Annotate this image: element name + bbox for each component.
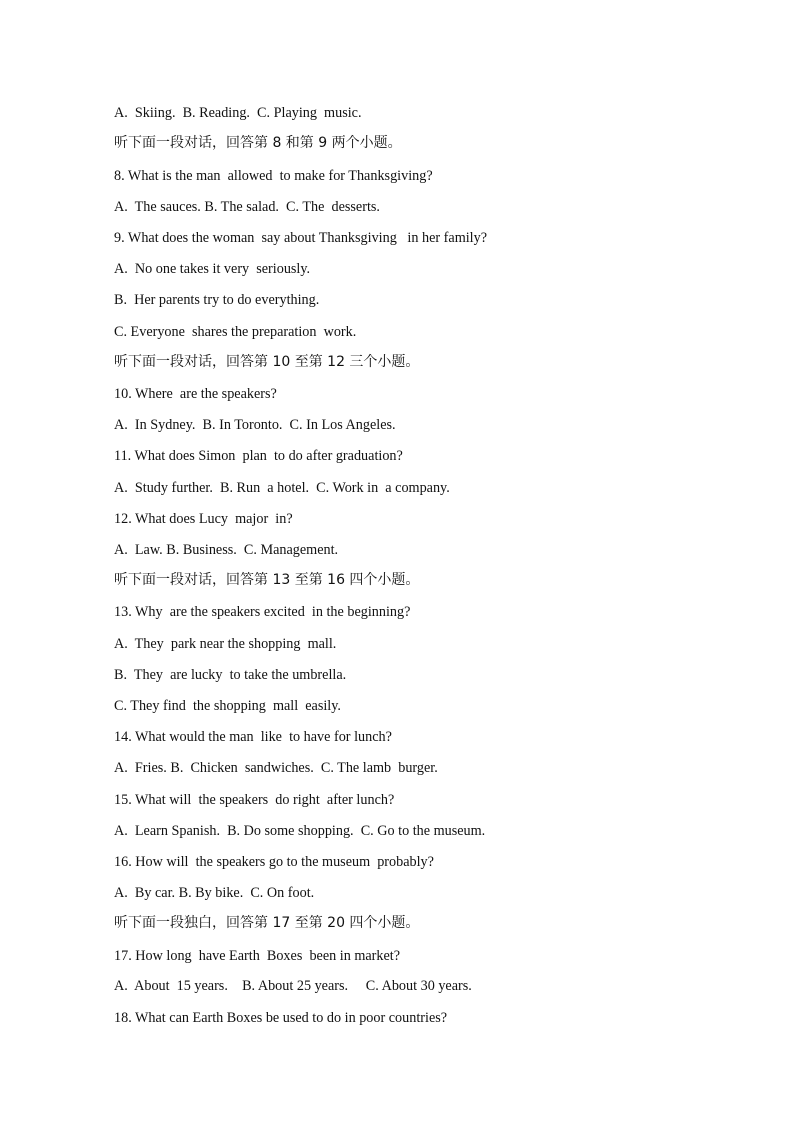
question-9: 9. What does the woman say about Thanksgiving in her family? xyxy=(114,230,488,246)
answer-option-q9-c: C. Everyone shares the preparation work. xyxy=(114,324,357,340)
question-14: 14. What would the man like to have for lunch? xyxy=(114,729,392,745)
answer-options-q10: A. In Sydney. B. In Toronto. C. In Los Angeles. xyxy=(114,417,396,433)
answer-option-q9-a: A. No one takes it very seriously. xyxy=(114,261,311,277)
answer-options-q16: A. By car. B. By bike. C. On foot. xyxy=(114,885,315,901)
section-instruction-q10-12: 听下面一段对话，回答第 10 至第 12 三个小题。 xyxy=(114,354,420,370)
section-instruction-q8-9: 听下面一段对话，回答第 8 和第 9 两个小题。 xyxy=(114,135,402,151)
answer-options-q15: A. Learn Spanish. B. Do some shopping. C. Go to the museum. xyxy=(114,823,486,839)
answer-options-q7: A. Skiing. B. Reading. C. Playing music. xyxy=(114,105,362,121)
question-16: 16. How will the speakers go to the museum probably? xyxy=(114,854,434,870)
question-8: 8. What is the man allowed to make for Thanksgiving? xyxy=(114,168,433,184)
question-12: 12. What does Lucy major in? xyxy=(114,511,293,527)
question-15: 15. What will the speakers do right after lunch? xyxy=(114,792,395,808)
question-17: 17. How long have Earth Boxes been in market? xyxy=(114,948,401,964)
section-instruction-q13-16: 听下面一段对话，回答第 13 至第 16 四个小题。 xyxy=(114,572,420,588)
question-13: 13. Why are the speakers excited in the beginning? xyxy=(114,604,411,620)
section-instruction-q17-20: 听下面一段独白，回答第 17 至第 20 四个小题。 xyxy=(114,915,420,931)
answer-options-q8: A. The sauces. B. The salad. C. The desserts. xyxy=(114,199,380,215)
answer-options-q11: A. Study further. B. Run a hotel. C. Work in a company. xyxy=(114,480,450,496)
answer-options-q12: A. Law. B. Business. C. Management. xyxy=(114,542,339,558)
question-11: 11. What does Simon plan to do after graduation? xyxy=(114,448,403,464)
answer-options-q14: A. Fries. B. Chicken sandwiches. C. The lamb burger. xyxy=(114,760,438,776)
answer-options-q17: A. About 15 years. B. About 25 years. C. About 30 years. xyxy=(114,978,472,994)
answer-option-q13-c: C. They find the shopping mall easily. xyxy=(114,698,341,714)
answer-option-q13-a: A. They park near the shopping mall. xyxy=(114,636,337,652)
answer-option-q9-b: B. Her parents try to do everything. xyxy=(114,292,320,308)
answer-option-q13-b: B. They are lucky to take the umbrella. xyxy=(114,667,347,683)
question-18: 18. What can Earth Boxes be used to do in poor countries? xyxy=(114,1010,448,1026)
question-10: 10. Where are the speakers? xyxy=(114,386,277,402)
